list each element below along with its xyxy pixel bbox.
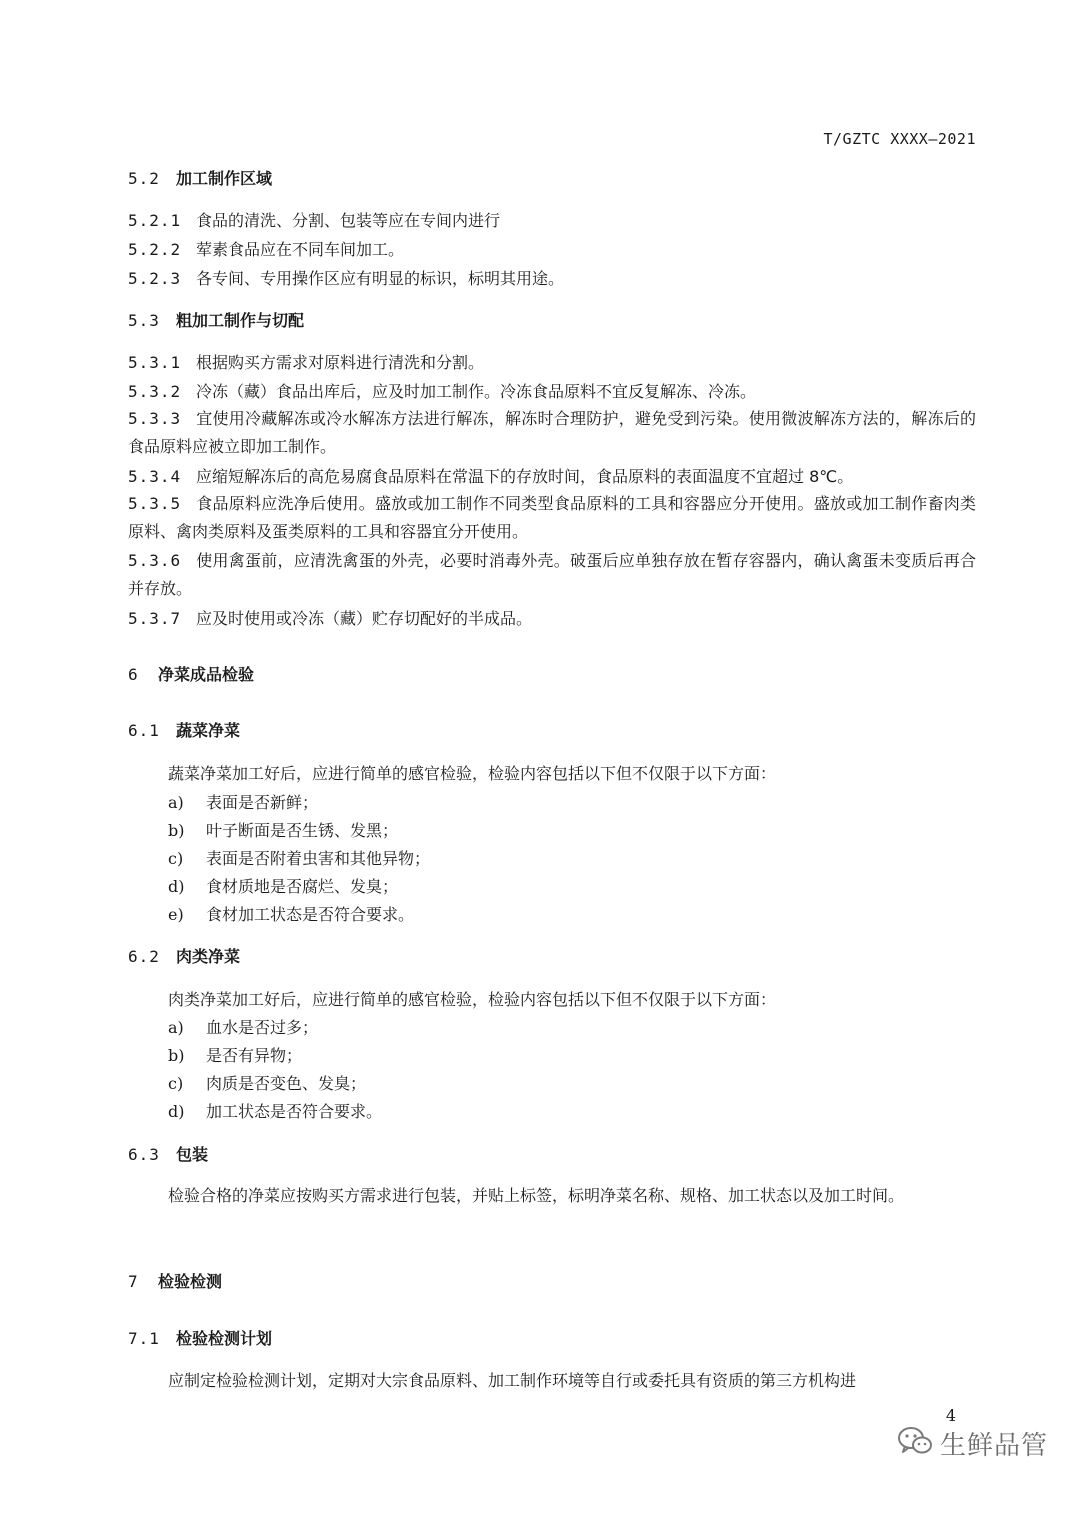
list-item <box>168 848 430 870</box>
doc-number: T/GZTC XXXX—2021 <box>823 130 976 148</box>
list-label: d) <box>168 1102 185 1121</box>
list-item <box>168 792 318 814</box>
section-heading-6-1 <box>128 720 976 742</box>
section-number: 7.1 <box>128 1329 160 1348</box>
clause-5-3-7 <box>128 608 976 630</box>
list-label: a) <box>168 793 184 812</box>
chapter-number: 6 <box>128 665 139 684</box>
list-text: 食材加工状态是否符合要求。 <box>206 905 415 924</box>
section-title: 粗加工制作与切配 <box>176 311 305 330</box>
section-title: 肉类净菜 <box>176 947 241 966</box>
paragraph-7-1: 应制定检验检测计划，定期对大宗食品原料、加工制作环境等自行或委托具有资质的第三方机构进 <box>168 1371 857 1390</box>
clause-number: 5.3.2 <box>128 382 182 401</box>
section-number: 6.3 <box>128 1145 160 1164</box>
clause-text: 食品原料应洗净后使用。盛放或加工制作不同类型食品原料的工具和容器应分开使用。盛放或加工制作畜肉类原料、禽肉类原料及蛋类原料的工具和容器宜分开使用。 <box>128 494 976 541</box>
section-number: 6.1 <box>128 721 160 740</box>
clause-number: 5.2.3 <box>128 269 182 288</box>
paragraph-6-3: 检验合格的净菜应按购买方需求进行包装，并贴上标签，标明净菜名称、规格、加工状态以及加工时间。 <box>168 1186 905 1205</box>
list-item <box>168 1045 302 1067</box>
chapter-title: 净菜成品检验 <box>158 665 255 684</box>
paragraph-6-1-intro: 蔬菜净菜加工好后，应进行简单的感官检验，检验内容包括以下但不仅限于以下方面： <box>168 764 777 783</box>
list-text: 表面是否附着虫害和其他异物； <box>206 849 431 868</box>
clause-5-3-1 <box>128 352 976 374</box>
watermark-text: 生鲜品管 <box>940 1430 1049 1461</box>
clause-5-2-2 <box>128 239 976 261</box>
list-label: a) <box>168 1018 184 1037</box>
list-label: b) <box>168 821 185 840</box>
list-text: 食材质地是否腐烂、发臭； <box>206 877 399 896</box>
watermark <box>896 1424 1048 1462</box>
list-label: e) <box>168 905 184 924</box>
clause-5-3-2 <box>128 381 976 403</box>
clause-5-2-1 <box>128 210 976 232</box>
section-heading-6-2 <box>128 946 976 968</box>
list-text: 是否有异物； <box>206 1046 303 1065</box>
list-text: 叶子断面是否生锈、发黑； <box>206 821 399 840</box>
clause-text: 使用禽蛋前，应清洗禽蛋的外壳，必要时消毒外壳。破蛋后应单独存放在暂存容器内，确认禽蛋未变质后再合并存放。 <box>128 551 976 598</box>
clause-number: 5.3.3 <box>128 409 182 428</box>
list-item <box>168 1073 366 1095</box>
paragraph-6-2-intro: 肉类净菜加工好后，应进行简单的感官检验，检验内容包括以下但不仅限于以下方面： <box>168 990 777 1009</box>
clause-number: 5.3.5 <box>128 494 182 513</box>
section-heading-5-3 <box>128 310 976 332</box>
section-heading-5-2 <box>128 168 976 190</box>
clause-number: 5.2.1 <box>128 211 182 230</box>
list-item <box>168 876 398 898</box>
list-label: b) <box>168 1046 185 1065</box>
clause-5-3-3 <box>128 405 976 461</box>
section-title: 包装 <box>176 1145 209 1164</box>
chapter-title: 检验检测 <box>158 1272 223 1291</box>
section-number: 5.2 <box>128 169 160 188</box>
clause-5-3-5 <box>128 490 976 546</box>
clause-number: 5.3.4 <box>128 467 182 486</box>
list-item <box>168 820 398 842</box>
section-title: 检验检测计划 <box>176 1329 273 1348</box>
clause-5-2-3 <box>128 268 976 290</box>
list-item <box>168 1101 382 1123</box>
list-label: d) <box>168 877 185 896</box>
list-text: 表面是否新鲜； <box>206 793 319 812</box>
section-title: 蔬菜净菜 <box>176 721 241 740</box>
clause-text: 根据购买方需求对原料进行清洗和分割。 <box>196 353 485 372</box>
page-number: 4 <box>945 1406 956 1425</box>
list-text: 加工状态是否符合要求。 <box>206 1102 383 1121</box>
chapter-heading-6 <box>128 664 976 686</box>
wechat-icon <box>896 1424 934 1462</box>
section-title: 加工制作区域 <box>176 169 273 188</box>
chapter-number: 7 <box>128 1272 139 1291</box>
section-number: 5.3 <box>128 311 160 330</box>
clause-text: 应及时使用或冷冻（藏）贮存切配好的半成品。 <box>196 609 533 628</box>
clause-text: 各专间、专用操作区应有明显的标识，标明其用途。 <box>196 269 565 288</box>
list-label: c) <box>168 849 184 868</box>
list-label: c) <box>168 1074 184 1093</box>
clause-text: 冷冻（藏）食品出库后，应及时加工制作。冷冻食品原料不宜反复解冻、冷冻。 <box>196 382 757 401</box>
section-heading-6-3 <box>128 1144 976 1166</box>
list-text: 血水是否过多； <box>206 1018 319 1037</box>
clause-number: 5.2.2 <box>128 240 182 259</box>
clause-text: 宜使用冷藏解冻或冷水解冻方法进行解冻，解冻时合理防护，避免受到污染。使用微波解冻方法的，解冻后的食品原料应被立即加工制作。 <box>128 409 976 456</box>
clause-text: 应缩短解冻后的高危易腐食品原料在常温下的存放时间，食品原料的表面温度不宜超过 8℃。 <box>196 467 854 486</box>
section-number: 6.2 <box>128 947 160 966</box>
clause-5-3-6 <box>128 547 976 603</box>
list-item <box>168 904 414 926</box>
clause-text: 荤素食品应在不同车间加工。 <box>196 240 405 259</box>
list-item <box>168 1017 318 1039</box>
clause-5-3-4 <box>128 466 976 488</box>
section-heading-7-1 <box>128 1328 976 1350</box>
clause-text: 食品的清洗、分割、包装等应在专间内进行 <box>196 211 501 230</box>
clause-number: 5.3.1 <box>128 353 182 372</box>
chapter-heading-7 <box>128 1271 976 1293</box>
clause-number: 5.3.7 <box>128 609 182 628</box>
clause-number: 5.3.6 <box>128 551 182 570</box>
list-text: 肉质是否变色、发臭； <box>206 1074 367 1093</box>
